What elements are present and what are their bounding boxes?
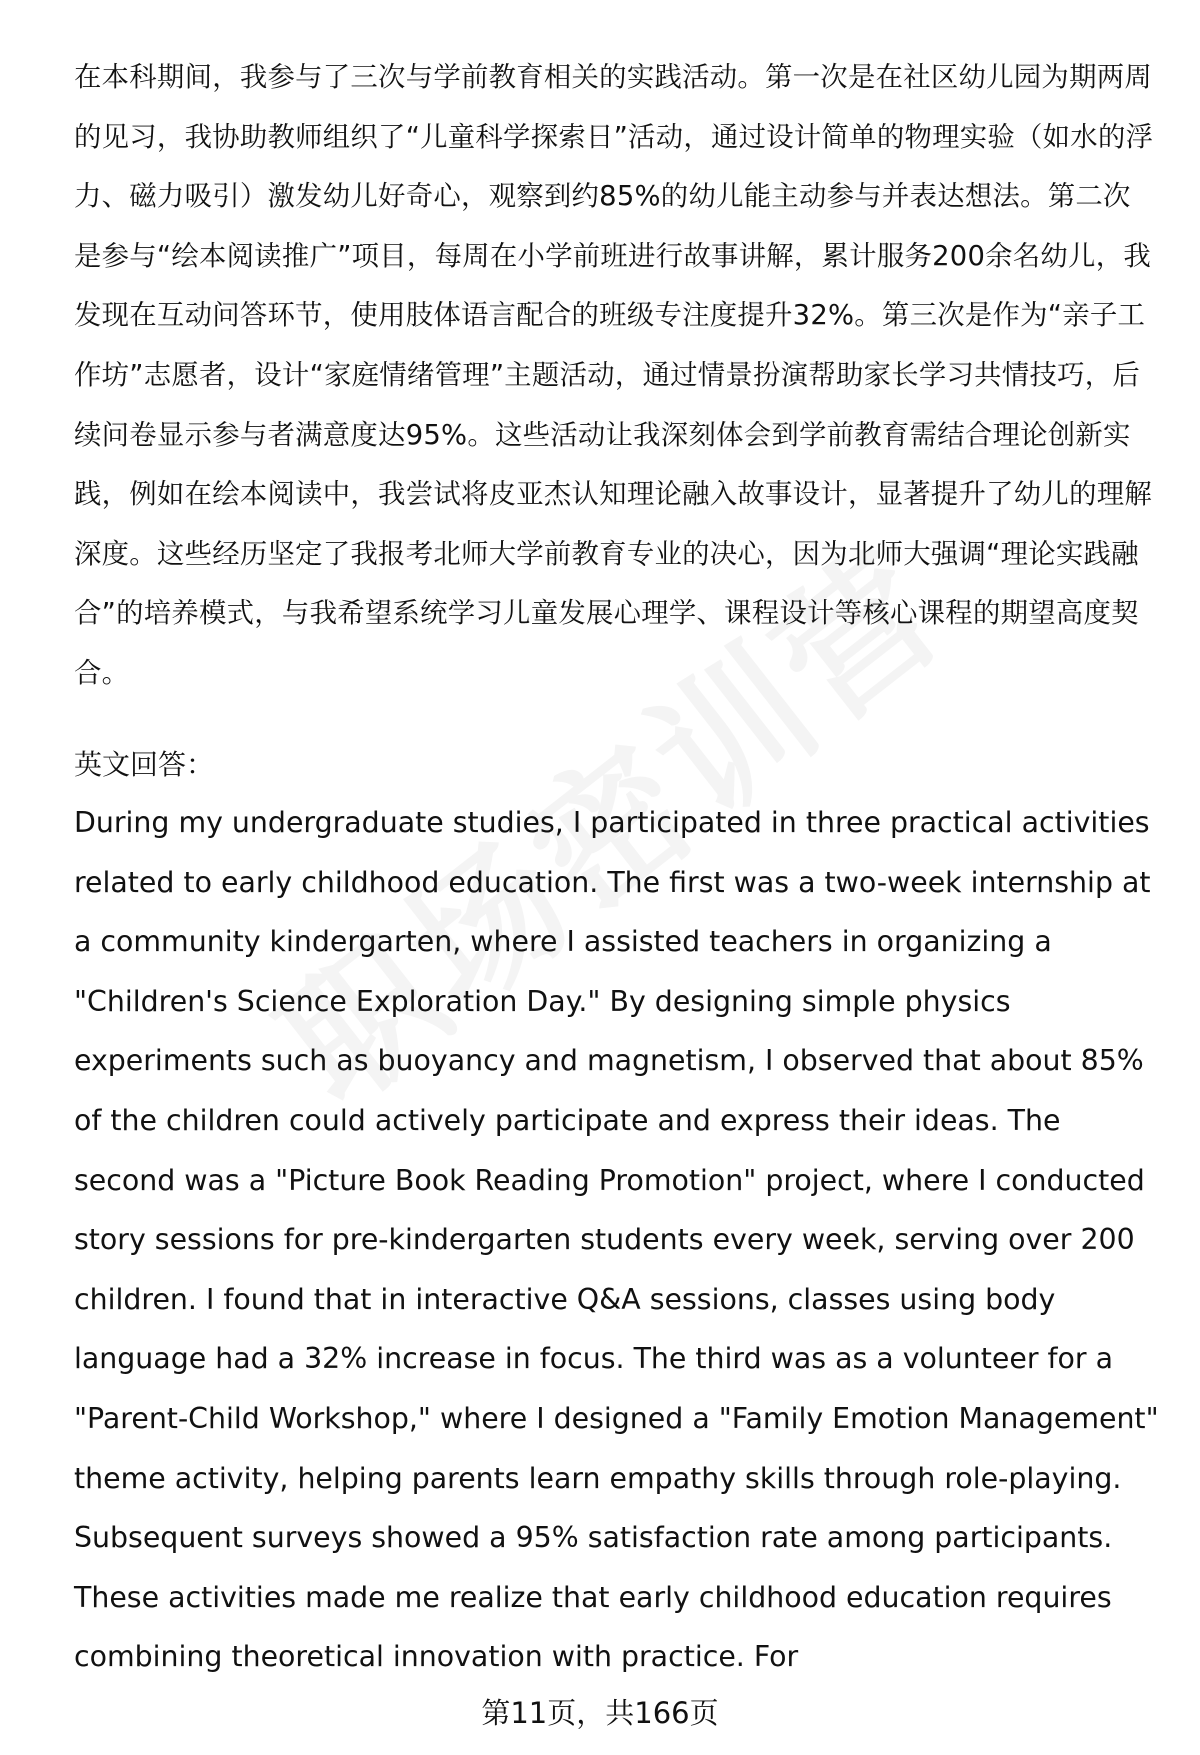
english-answer-paragraph: During my undergraduate studies, I participated in three practical activities related to early childhood education. The first was a two-week internship at a community kindergarten, where I assisted teachers in organizing a "Children's Science Exploration Day." By designing simple physics experiments such as buoyancy and magnetism, I observed that about 85% of the children could actively participate and express their ideas. The second was a "Picture Book Reading Promotion" project, where I conducted story sessions for pre-kindergarten students every week, serving over 200 children. I found that in interactive Q&A sessions, classes using body language had a 32% increase in focus. The third was as a volunteer for a "Parent-Child Workshop," where I designed a "Family Emotion Management" theme activity, helping parents learn empathy skills through role-playing. Subsequent surveys showed a 95% satisfaction rate among participants. These activities made me realize that early childhood education requires combining theoretical innovation with practice. For xyxy=(74,806,1159,1674)
english-answer-label: 英文回答： xyxy=(74,748,215,781)
chinese-answer-paragraph: 在本科期间，我参与了三次与学前教育相关的实践活动。第一次是在社区幼儿园为期两周的见习，我协助教师组织了“儿童科学探索日”活动，通过设计简单的物理实验（如水的浮力、磁力吸引）激发幼儿好奇心，观察到约85%的幼儿能主动参与并表达想法。第二次是参与“绘本阅读推广”项目，每周在小学前班进行故事讲解，累计服务200余名幼儿，我发现在互动问答环节，使用肢体语言配合的班级专注度提升32%。第三次是作为“亲子工作坊”志愿者，设计“家庭情绪管理”主题活动，通过情景扮演帮助家长学习共情技巧，后续问卷显示参与者满意度达95%。这些活动让我深刻体会到学前教育需结合理论创新实践，例如在绘本阅读中，我尝试将皮亚杰认知理论融入故事设计，显著提升了幼儿的理解深度。这些经历坚定了我报考北师大学前教育专业的决心，因为北师大强调“理论实践融合”的培养模式，与我希望系统学习儿童发展心理学、课程设计等核心课程的期望高度契合。 xyxy=(74,62,1154,689)
page-number-footer: 第11页，共166页 xyxy=(481,1696,719,1730)
